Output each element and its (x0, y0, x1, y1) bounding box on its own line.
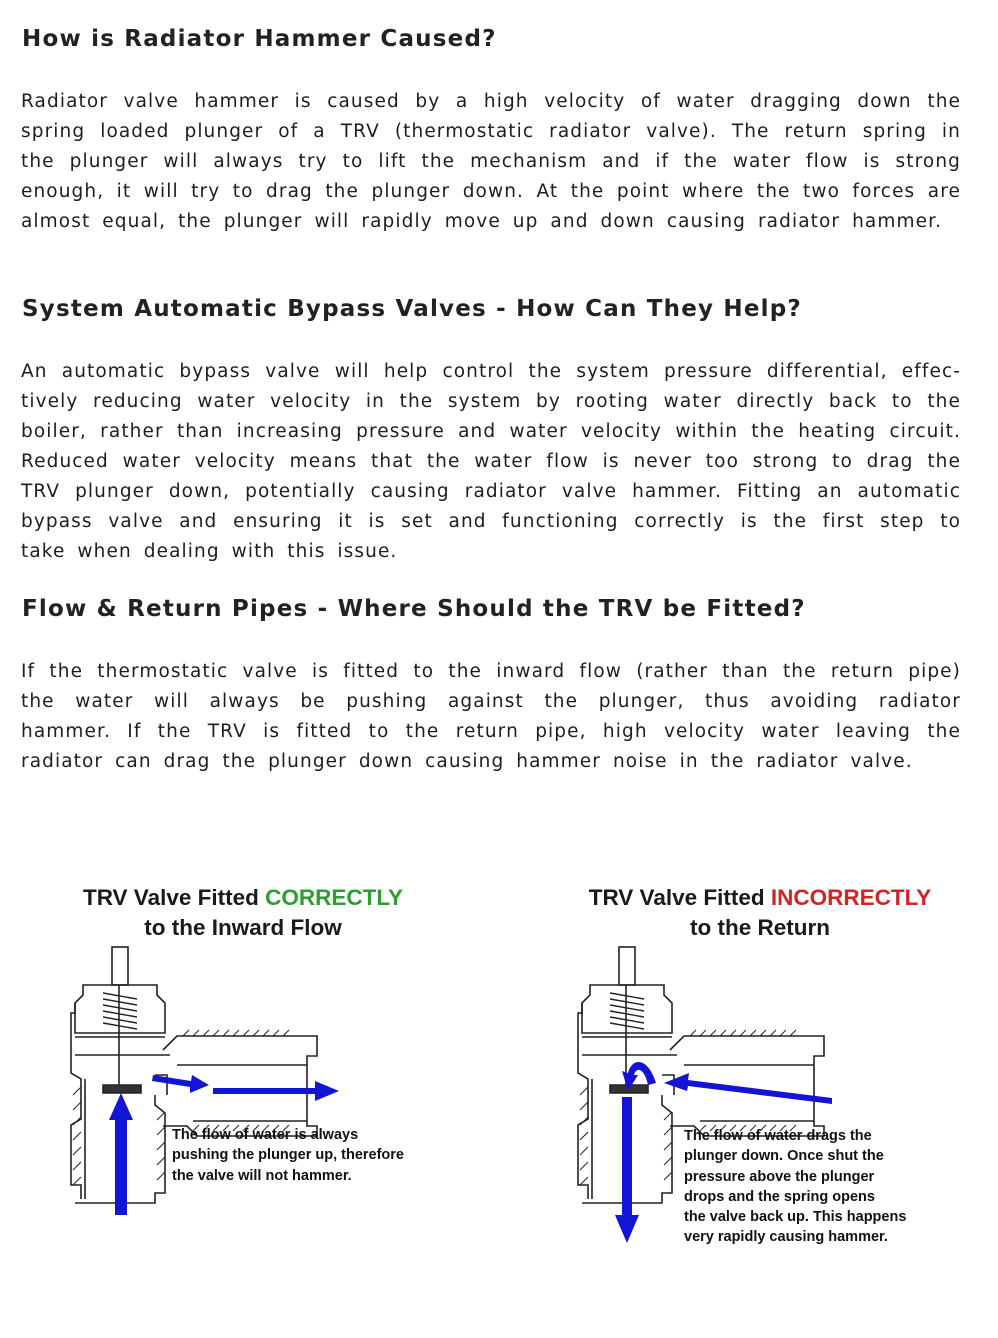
diagram-incorrect-title (525, 883, 995, 913)
heading-hammer-cause: How is Radiator Hammer Caused? (22, 26, 497, 52)
heading-bypass-valves: System Automatic Bypass Valves - How Can They Help? (22, 296, 802, 322)
caption-line: plunger down. Once shut the (684, 1148, 884, 1165)
caption-line: The flow of water drags the (684, 1128, 872, 1144)
diagram-correct-caption (172, 1125, 404, 1186)
diagram-correct (8, 880, 478, 1280)
caption-line: very rapidly causing hammer. (684, 1229, 888, 1246)
return-inflow-arrow (664, 1073, 832, 1104)
paragraph-bypass-valves: An automatic bypass valve will help control the system pressure differential, effec-tively reducing water velocity in the system by rooting water directly back to the boiler, rather than increasing pressure and water velocity within the heating circuit. Reduced water velocity means that the water flow is never too strong to drag the TRV plunger down, potentially causing radiator valve hammer. Fitting an automatic bypass valve and ensuring it is set and functioning correctly is the first step to take when dealing with this issue. (21, 361, 961, 562)
diagram-correct-subtitle: to the Inward Flow (144, 915, 342, 940)
spindle-shape (619, 947, 635, 985)
spindle-shape (112, 947, 128, 985)
heading-flow-return: Flow & Return Pipes - Where Should the TRV be Fitted? (22, 596, 806, 622)
outflow-arrow (213, 1081, 339, 1101)
diagram-correct-title (8, 883, 478, 913)
caption-line: The flow of water is always (172, 1127, 359, 1143)
diagram-correct-title-prefix: TRV Valve Fitted (82, 885, 266, 910)
caption-line: pushing the plunger up, therefore (172, 1147, 404, 1164)
diagram-incorrect (525, 880, 995, 1280)
spring-shape (103, 993, 137, 1029)
downflow-arrow (615, 1097, 639, 1243)
diagram-correct-title-highlight: CORRECTLY (265, 885, 404, 910)
spring-shape (610, 993, 644, 1029)
valve-correct-illustration (63, 945, 363, 1245)
caption-line: the valve will not hammer. (172, 1167, 352, 1184)
caption-line: drops and the spring opens (684, 1188, 875, 1205)
diagram-incorrect-caption (684, 1126, 906, 1248)
caption-line: pressure above the plunger (684, 1168, 875, 1185)
caption-line: the valve back up. This happens (684, 1209, 907, 1226)
diagram-incorrect-title-highlight: INCORRECTLY (770, 885, 932, 910)
diagram-incorrect-subtitle: to the Return (690, 915, 830, 940)
paragraph-flow-return: If the thermostatic valve is fitted to the inward flow (rather than the return pipe) the water will always be pushing against the plunger, thus avoiding radiator hammer. If the TRV is fitted to the return pipe, high velocity water leaving the radiator can drag the plunger down causing hammer noise in the radiator valve. (21, 661, 961, 772)
inflow-arrow (109, 1093, 133, 1215)
diagram-incorrect-title-prefix: TRV Valve Fitted (588, 885, 771, 910)
deflect-arrow (152, 1075, 209, 1093)
paragraph-hammer-cause: Radiator valve hammer is caused by a high velocity of water dragging down the spring loaded plunger of a TRV (thermostatic radiator valve). The return spring in the plunger will always try to lift the mechanism and if the water flow is strong enough, it will try to drag the plunger down. At the point where the two forces are almost equal, the plunger will rapidly move up and down causing radiator hammer. (21, 91, 961, 232)
plunger-shape (103, 1085, 141, 1093)
